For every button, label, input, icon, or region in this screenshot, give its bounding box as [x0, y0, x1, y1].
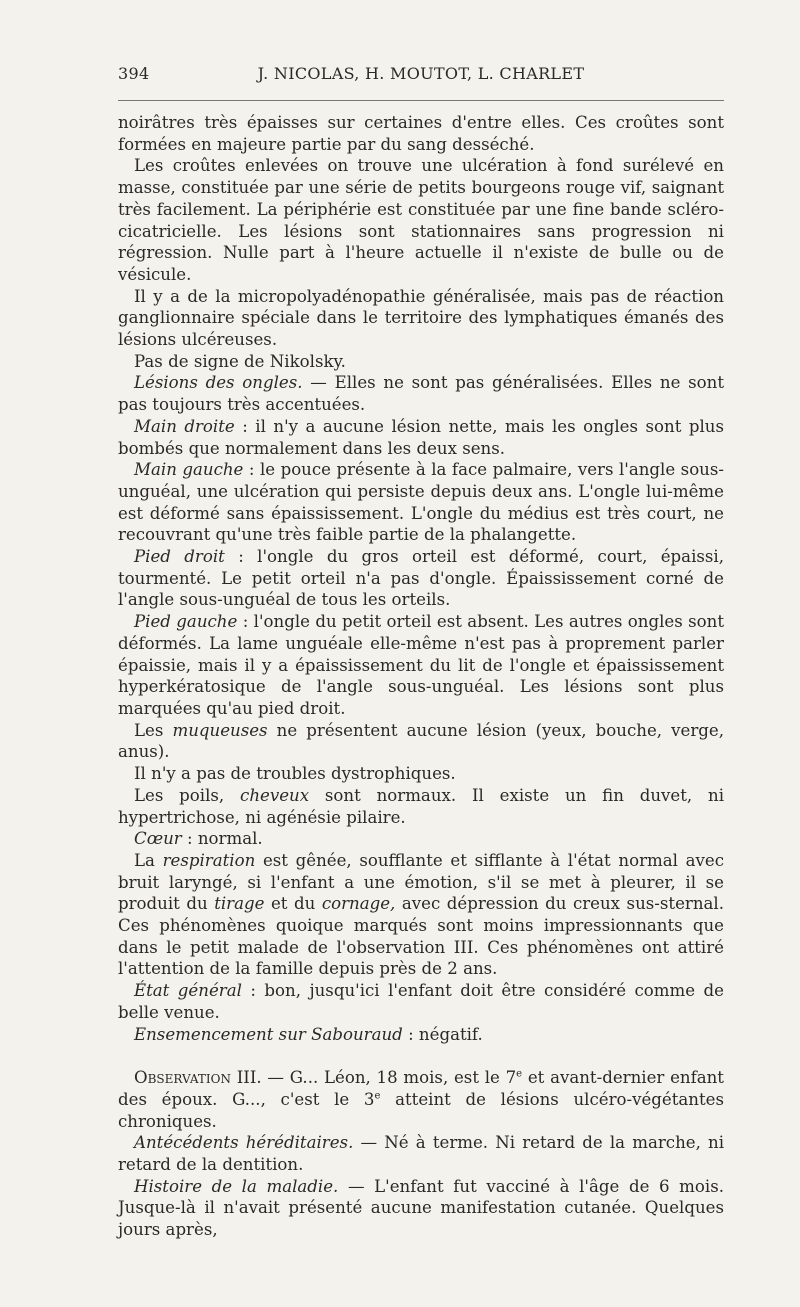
- italic-run: Main gauche: [134, 460, 244, 480]
- superscript: e: [516, 1068, 523, 1080]
- text-run: Les poils,: [134, 785, 241, 805]
- text-run: III. — G... Léon, 18 mois, est le 7: [230, 1068, 517, 1088]
- header-rule: [118, 100, 724, 101]
- italic-run: Cœur: [134, 829, 182, 849]
- text-run: noirâtres très épaisses sur certaines d'entre elles. Ces croûtes sont formées en majeure partie par du sang desséché.: [118, 113, 724, 154]
- paragraph: [118, 155, 724, 285]
- italic-run: Lésions des ongles.: [134, 373, 303, 393]
- paragraph: [118, 828, 724, 850]
- italic-run: État général: [134, 981, 242, 1001]
- italic-run: cornage,: [321, 894, 396, 914]
- page-number: 394: [118, 64, 150, 83]
- running-title: J. NICOLAS, H. MOUTOT, L. CHARLET: [257, 64, 585, 83]
- text-run: Pas de signe de Nikolsky.: [134, 351, 346, 371]
- text-run: : l'ongle du petit orteil est absent. Les autres ongles sont déformés. La lame unguéale elle-même n'est pas à proprement parler épaissie, mais il y a épaississement du lit de l'ongle et épaississement hyperkératosique de l'angle sous-unguéal. Les lésions sont plus marquées qu'au pied droit.: [118, 612, 724, 718]
- paragraph: [118, 1067, 724, 1132]
- italic-run: Antécédents héréditaires.: [134, 1133, 354, 1153]
- text-run: : normal.: [181, 829, 263, 849]
- text-run: : il n'y a aucune lésion nette, mais les ongles sont plus bombés que normalement dans les deux sens.: [118, 416, 724, 458]
- italic-run: Ensemencement sur Sabouraud: [134, 1024, 403, 1044]
- paragraph: [118, 459, 724, 546]
- paragraph: [118, 372, 724, 415]
- text-run: Observation: [134, 1068, 231, 1088]
- text-run: sont normaux. Il existe un fin duvet, ni hypertrichose, ni agénésie pilaire.: [118, 785, 725, 827]
- paragraph: [118, 763, 724, 785]
- text-run: ne présentent aucune lésion (yeux, bouche, verge, anus).: [118, 720, 724, 762]
- text-run: Il n'y a pas de troubles dystrophiques.: [134, 764, 456, 784]
- paragraph: [118, 546, 724, 611]
- text-run: et du: [264, 894, 322, 914]
- paragraph: [118, 286, 724, 351]
- paragraph: [118, 980, 724, 1023]
- italic-run: cheveux: [240, 785, 310, 805]
- paragraph: [118, 1132, 724, 1175]
- text-run: La: [134, 850, 163, 870]
- text-run: est gênée, soufflante et sifflante à l'état normal avec bruit laryngé, si l'enfant a une émotion, s'il se met à pleurer, il se produit du: [118, 850, 725, 914]
- paragraph: [118, 720, 724, 763]
- body-text: [118, 112, 724, 1241]
- italic-run: Histoire de la maladie.: [134, 1176, 339, 1196]
- paragraph: [118, 850, 724, 980]
- text-run: Les croûtes enlevées on trouve une ulcération à fond surélevé en masse, constituée par une série de petits bourgeons rouge vif, saignant très facilement. La périphérie est constituée par une fine bande scléro-cicatricielle. Les lésions sont stationnaires sans progression ni régression. Nulle part à l'heure actuelle il n'existe de bulle ou de vésicule.: [118, 156, 724, 284]
- text-run: et avant-dernier enfant des époux. G..., c'est le 3: [118, 1068, 724, 1109]
- page-header: [118, 64, 724, 88]
- text-run: avec dépression du creux sus-sternal. Ces phénomènes quoique marqués sont moins impressionnants que dans le petit malade de l'observation III. Ces phénomènes ont attiré l'attention de la famille depuis près de 2 ans.: [118, 894, 724, 979]
- text-run: : l'ongle du gros orteil est déformé, court, épaissi, tourmenté. Le petit orteil n'a pas d'ongle. Épaississement corné de l'angle sous-unguéal de tous les orteils.: [118, 547, 724, 610]
- superscript: e: [374, 1090, 381, 1102]
- paragraph: [118, 416, 724, 459]
- text-run: : négatif.: [402, 1024, 483, 1044]
- italic-run: Pied gauche: [134, 612, 238, 632]
- paragraph: [118, 1176, 724, 1241]
- italic-run: Main droite: [134, 416, 235, 436]
- paragraph: [118, 112, 724, 155]
- text-run: : bon, jusqu'ici l'enfant doit être considéré comme de belle venue.: [118, 981, 724, 1022]
- text-run: atteint de lésions ulcéro-végétantes chroniques.: [118, 1089, 724, 1131]
- text-run: — Né à terme. Ni retard de la marche, ni retard de la dentition.: [118, 1133, 724, 1175]
- italic-run: respiration: [162, 850, 256, 870]
- text-run: — L'enfant fut vacciné à l'âge de 6 mois. Jusque-là il n'avait présenté aucune manifestation cutanée. Quelques jours après,: [118, 1176, 724, 1240]
- text-run: : le pouce présente à la face palmaire, vers l'angle sous-unguéal, une ulcération qui persiste depuis deux ans. L'ongle lui-même est déformé sans épaississement. L'ongle du médius est très court, ne recouvrant qu'une très faible partie de la phalangette.: [118, 460, 724, 545]
- paragraph: [118, 785, 724, 828]
- paragraph: [118, 1024, 724, 1046]
- italic-run: Pied droit: [134, 547, 225, 567]
- text-run: — Elles ne sont pas généralisées. Elles ne sont pas toujours très accentuées.: [118, 373, 724, 415]
- paragraph: [118, 611, 724, 720]
- text-run: Les: [134, 720, 173, 740]
- text-run: Il y a de la micropolyadénopathie généralisée, mais pas de réaction ganglionnaire spéciale dans le territoire des lymphatiques émanés des lésions ulcéreuses.: [118, 286, 724, 350]
- italic-run: muqueuses: [172, 720, 268, 740]
- paragraph: [118, 351, 724, 373]
- italic-run: tirage: [214, 894, 265, 914]
